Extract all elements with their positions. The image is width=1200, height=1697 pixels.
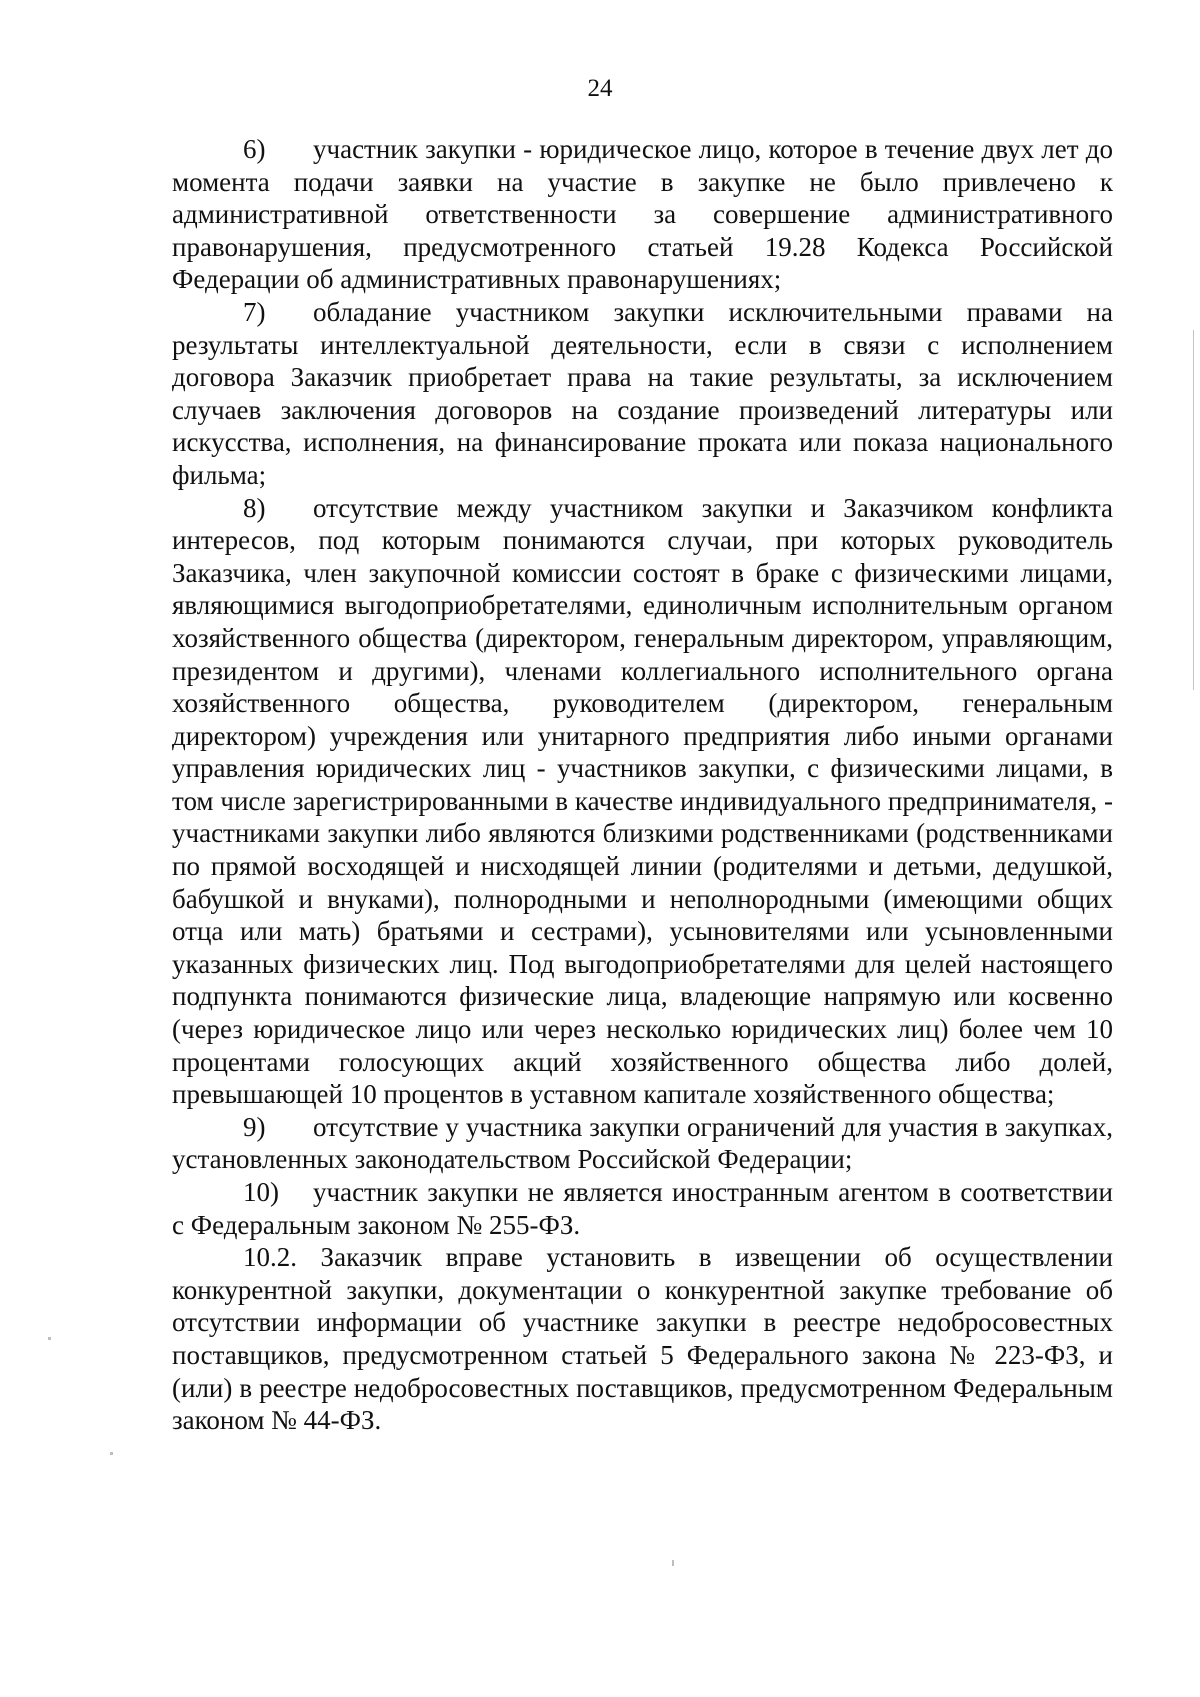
document-body <box>172 133 1113 1437</box>
list-item <box>172 492 1113 1111</box>
item-text: участник закупки - юридическое лицо, которое в течение двух лет до момента подачи заявки на участие в закупке не было привлечено к административной ответственности за совершение административного правонарушения, предусмотренного статьей 19.28 Кодекса Российской Федерации об административных правонарушениях; <box>172 134 1113 295</box>
item-text: участник закупки не является иностранным агентом в соответствии с Федеральным законом № 255-ФЗ. <box>172 1177 1113 1240</box>
item-text: отсутствие между участником закупки и Заказчиком конфликта интересов, под которым понимаются случаи, при которых руководитель Заказчика, член закупочной комиссии состоят в браке с физическими лицами, являющимися выгодоприобретателями, единоличным исполнительным органом хозяйственного общества (директором, генеральным директором, управляющим, президентом и другими), членами коллегиального исполнительного органа хозяйственного общества, руководителем (директором, генеральным директором) учреждения или унитарного предприятия либо иными органами управления юридических лиц - участников закупки, с физическими лицами, в том числе зарегистрированными в качестве индивидуального предпринимателя, - участниками закупки либо являются близкими родственниками (родственниками по прямой восходящей и нисходящей линии (родителями и детьми, дедушкой, бабушкой и внуками), полнородными и неполнородными (имеющими общих отца или мать) братьями и сестрами), усыновителями или усыновленными указанных физических лиц. Под выгодоприобретателями для целей настоящего подпункта понимаются физические лица, владеющие напрямую или косвенно (через юридическое лицо или через несколько юридических лиц) более чем 10 процентами голосующих акций хозяйственного общества либо долей, превышающей 10 процентов в уставном капитале хозяйственного общества; <box>172 492 1113 1110</box>
list-item <box>172 1111 1113 1176</box>
list-item <box>172 1176 1113 1241</box>
scan-speck <box>48 1337 51 1340</box>
list-item <box>172 296 1113 492</box>
scan-edge-line <box>1193 330 1194 690</box>
clause-paragraph <box>172 1241 1113 1437</box>
item-number: 10) <box>243 1177 279 1207</box>
item-number: 9) <box>243 1111 266 1142</box>
list-item <box>172 133 1113 296</box>
item-number: 7) <box>243 296 266 327</box>
item-text: отсутствие у участника закупки ограничений для участия в закупках, установленных законодательством Российской Федерации; <box>172 1111 1113 1175</box>
scan-speck <box>672 1560 674 1566</box>
item-text: обладание участником закупки исключительными правами на результаты интеллектуальной деятельности, если в связи с исполнением договора Заказчик приобретает права на такие результаты, за исключением случаев заключения договоров на создание произведений литературы или искусства, исполнения, на финансирование проката или показа национального фильма; <box>172 296 1113 490</box>
clause-text: 10.2. Заказчик вправе установить в извещении об осуществлении конкурентной закупки, документации о конкурентной закупке требование об отсутствии информации об участнике закупки в реестре недобросовестных поставщиков, предусмотренном статьей 5 Федерального закона № 223-ФЗ, и (или) в реестре недобросовестных поставщиков, предусмотренном Федеральным законом № 44-ФЗ. <box>172 1242 1113 1436</box>
page-number: 24 <box>587 75 613 102</box>
scan-speck <box>110 1452 113 1455</box>
item-number: 6) <box>243 134 266 164</box>
item-number: 8) <box>243 492 266 523</box>
